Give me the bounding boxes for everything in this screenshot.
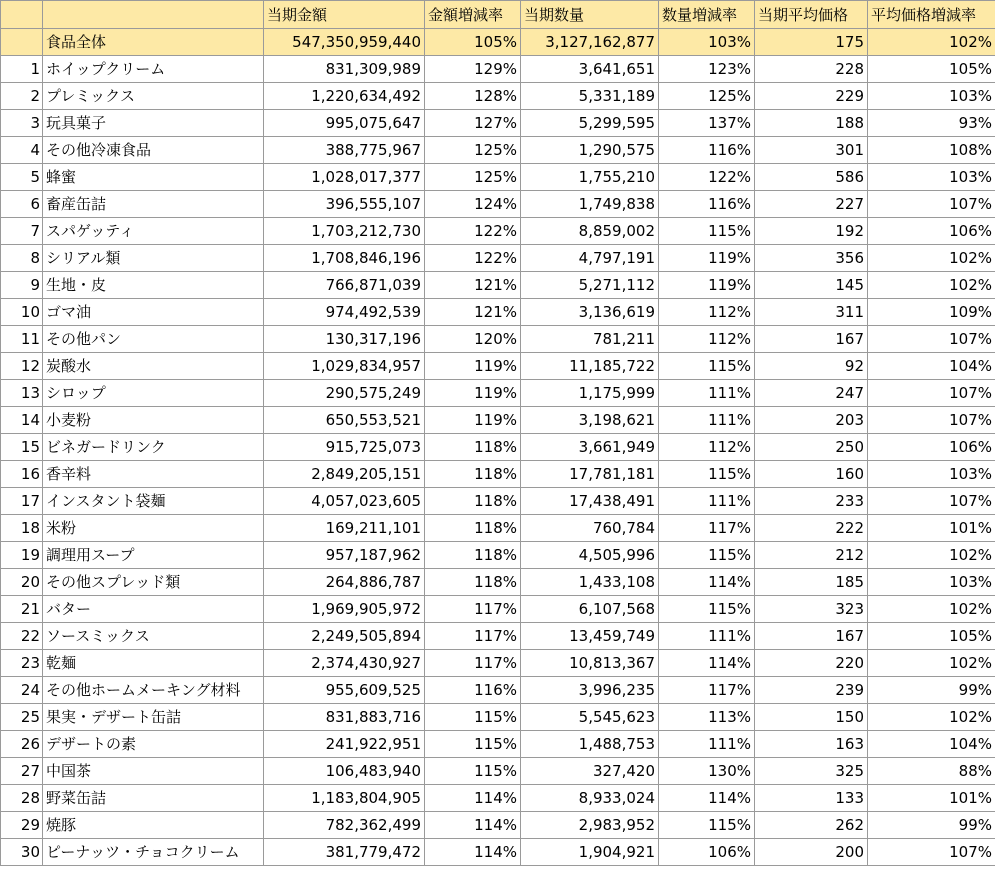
total-amount-rate: 105% [425,29,521,56]
amount-rate-cell: 119% [425,380,521,407]
item-name: 小麦粉 [43,407,264,434]
rank-cell: 8 [1,245,43,272]
qty-cell: 10,813,367 [521,650,659,677]
avg-price-cell: 323 [755,596,868,623]
rank-cell: 26 [1,731,43,758]
amount-rate-cell: 121% [425,299,521,326]
qty-rate-cell: 106% [659,839,755,866]
qty-cell: 17,781,181 [521,461,659,488]
amount-rate-cell: 118% [425,461,521,488]
qty-rate-cell: 115% [659,596,755,623]
avg-price-rate-cell: 107% [868,488,995,515]
amount-cell: 130,317,196 [264,326,425,353]
avg-price-rate-cell: 102% [868,245,995,272]
avg-price-cell: 167 [755,326,868,353]
rank-cell: 16 [1,461,43,488]
table-row [1,596,995,623]
item-name: 生地・皮 [43,272,264,299]
rank-cell: 12 [1,353,43,380]
qty-cell: 1,433,108 [521,569,659,596]
amount-rate-cell: 119% [425,407,521,434]
table-row [1,245,995,272]
rank-cell: 30 [1,839,43,866]
qty-cell: 1,755,210 [521,164,659,191]
item-name: 畜産缶詰 [43,191,264,218]
avg-price-cell: 247 [755,380,868,407]
qty-cell: 5,299,595 [521,110,659,137]
qty-rate-cell: 111% [659,731,755,758]
avg-price-cell: 262 [755,812,868,839]
avg-price-cell: 203 [755,407,868,434]
avg-price-cell: 227 [755,191,868,218]
table-row [1,650,995,677]
amount-rate-cell: 125% [425,137,521,164]
amount-cell: 1,028,017,377 [264,164,425,191]
amount-cell: 915,725,073 [264,434,425,461]
total-rank-cell [1,29,43,56]
rank-cell: 6 [1,191,43,218]
total-qty: 3,127,162,877 [521,29,659,56]
amount-cell: 1,708,846,196 [264,245,425,272]
header-qty-rate: 数量増減率 [659,1,755,29]
item-name: 蜂蜜 [43,164,264,191]
amount-cell: 1,220,634,492 [264,83,425,110]
amount-cell: 2,374,430,927 [264,650,425,677]
item-name: 米粉 [43,515,264,542]
rank-cell: 5 [1,164,43,191]
table-row [1,110,995,137]
qty-rate-cell: 123% [659,56,755,83]
amount-cell: 2,249,505,894 [264,623,425,650]
amount-rate-cell: 115% [425,704,521,731]
qty-rate-cell: 111% [659,407,755,434]
item-name: その他冷凍食品 [43,137,264,164]
qty-cell: 3,996,235 [521,677,659,704]
avg-price-rate-cell: 107% [868,839,995,866]
total-amount: 547,350,959,440 [264,29,425,56]
avg-price-rate-cell: 102% [868,650,995,677]
amount-cell: 995,075,647 [264,110,425,137]
item-name: インスタント袋麺 [43,488,264,515]
table-row [1,326,995,353]
qty-cell: 8,933,024 [521,785,659,812]
avg-price-cell: 92 [755,353,868,380]
amount-rate-cell: 118% [425,542,521,569]
table-row [1,704,995,731]
item-name: シロップ [43,380,264,407]
table-row [1,353,995,380]
item-name: 乾麺 [43,650,264,677]
header-row [1,1,995,29]
amount-cell: 955,609,525 [264,677,425,704]
rank-cell: 13 [1,380,43,407]
qty-rate-cell: 112% [659,434,755,461]
amount-rate-cell: 115% [425,758,521,785]
table-row [1,83,995,110]
avg-price-rate-cell: 108% [868,137,995,164]
table-row [1,434,995,461]
total-avg-price-rate: 102% [868,29,995,56]
avg-price-rate-cell: 107% [868,380,995,407]
rank-cell: 3 [1,110,43,137]
avg-price-rate-cell: 106% [868,434,995,461]
table-row [1,218,995,245]
avg-price-cell: 212 [755,542,868,569]
avg-price-cell: 228 [755,56,868,83]
avg-price-cell: 163 [755,731,868,758]
avg-price-rate-cell: 105% [868,56,995,83]
amount-cell: 782,362,499 [264,812,425,839]
qty-cell: 3,641,651 [521,56,659,83]
amount-rate-cell: 125% [425,164,521,191]
table-row [1,542,995,569]
avg-price-cell: 586 [755,164,868,191]
item-name: シリアル類 [43,245,264,272]
avg-price-rate-cell: 105% [868,623,995,650]
qty-cell: 4,505,996 [521,542,659,569]
avg-price-cell: 356 [755,245,868,272]
amount-cell: 381,779,472 [264,839,425,866]
table-row [1,785,995,812]
avg-price-rate-cell: 102% [868,272,995,299]
amount-rate-cell: 114% [425,839,521,866]
qty-rate-cell: 115% [659,812,755,839]
amount-rate-cell: 122% [425,218,521,245]
table-row [1,272,995,299]
qty-rate-cell: 130% [659,758,755,785]
rank-cell: 15 [1,434,43,461]
qty-rate-cell: 115% [659,542,755,569]
amount-cell: 388,775,967 [264,137,425,164]
rank-cell: 4 [1,137,43,164]
amount-cell: 1,183,804,905 [264,785,425,812]
amount-cell: 241,922,951 [264,731,425,758]
amount-cell: 106,483,940 [264,758,425,785]
item-name: 香辛料 [43,461,264,488]
avg-price-cell: 145 [755,272,868,299]
item-name: ビネガードリンク [43,434,264,461]
qty-cell: 5,331,189 [521,83,659,110]
header-avg-price: 当期平均価格 [755,1,868,29]
rank-cell: 24 [1,677,43,704]
qty-cell: 3,136,619 [521,299,659,326]
avg-price-cell: 220 [755,650,868,677]
qty-rate-cell: 115% [659,218,755,245]
rank-cell: 1 [1,56,43,83]
table-row [1,137,995,164]
item-name: ソースミックス [43,623,264,650]
amount-cell: 2,849,205,151 [264,461,425,488]
rank-cell: 9 [1,272,43,299]
rank-cell: 18 [1,515,43,542]
amount-cell: 1,969,905,972 [264,596,425,623]
rank-cell: 11 [1,326,43,353]
avg-price-cell: 250 [755,434,868,461]
avg-price-cell: 167 [755,623,868,650]
rank-cell: 10 [1,299,43,326]
table-row [1,812,995,839]
item-name: 中国茶 [43,758,264,785]
table-row [1,758,995,785]
amount-rate-cell: 117% [425,596,521,623]
item-name: ホイップクリーム [43,56,264,83]
qty-cell: 13,459,749 [521,623,659,650]
avg-price-rate-cell: 104% [868,353,995,380]
avg-price-cell: 325 [755,758,868,785]
qty-rate-cell: 111% [659,380,755,407]
avg-price-rate-cell: 101% [868,515,995,542]
avg-price-cell: 185 [755,569,868,596]
avg-price-cell: 301 [755,137,868,164]
qty-cell: 1,175,999 [521,380,659,407]
item-name: 調理用スープ [43,542,264,569]
item-name: その他パン [43,326,264,353]
amount-rate-cell: 114% [425,812,521,839]
total-name: 食品全体 [43,29,264,56]
qty-rate-cell: 112% [659,299,755,326]
avg-price-rate-cell: 107% [868,191,995,218]
avg-price-rate-cell: 107% [868,407,995,434]
qty-cell: 1,488,753 [521,731,659,758]
amount-rate-cell: 116% [425,677,521,704]
qty-rate-cell: 111% [659,623,755,650]
item-name: バター [43,596,264,623]
avg-price-cell: 222 [755,515,868,542]
item-name: 果実・デザート缶詰 [43,704,264,731]
avg-price-rate-cell: 102% [868,704,995,731]
item-name: その他スプレッド類 [43,569,264,596]
amount-rate-cell: 122% [425,245,521,272]
qty-cell: 3,198,621 [521,407,659,434]
amount-rate-cell: 119% [425,353,521,380]
amount-cell: 264,886,787 [264,569,425,596]
qty-cell: 4,797,191 [521,245,659,272]
qty-cell: 11,185,722 [521,353,659,380]
header-cell [1,1,43,29]
amount-rate-cell: 118% [425,434,521,461]
header-cell [43,1,264,29]
avg-price-rate-cell: 102% [868,596,995,623]
avg-price-rate-cell: 101% [868,785,995,812]
avg-price-rate-cell: 99% [868,677,995,704]
avg-price-cell: 239 [755,677,868,704]
avg-price-rate-cell: 103% [868,83,995,110]
rank-cell: 29 [1,812,43,839]
table-row [1,407,995,434]
amount-rate-cell: 120% [425,326,521,353]
avg-price-cell: 192 [755,218,868,245]
avg-price-cell: 160 [755,461,868,488]
header-avg-price-rate: 平均価格増減率 [868,1,995,29]
amount-rate-cell: 118% [425,515,521,542]
qty-rate-cell: 119% [659,272,755,299]
avg-price-rate-cell: 102% [868,542,995,569]
total-row [1,29,995,56]
qty-rate-cell: 125% [659,83,755,110]
amount-rate-cell: 129% [425,56,521,83]
rank-cell: 2 [1,83,43,110]
amount-rate-cell: 114% [425,785,521,812]
qty-rate-cell: 119% [659,245,755,272]
qty-cell: 5,545,623 [521,704,659,731]
qty-cell: 1,749,838 [521,191,659,218]
amount-cell: 831,883,716 [264,704,425,731]
qty-cell: 760,784 [521,515,659,542]
qty-rate-cell: 116% [659,191,755,218]
table-row [1,677,995,704]
avg-price-rate-cell: 103% [868,569,995,596]
item-name: 玩具菓子 [43,110,264,137]
qty-rate-cell: 137% [659,110,755,137]
table-row [1,731,995,758]
avg-price-cell: 233 [755,488,868,515]
table-row [1,380,995,407]
qty-cell: 1,290,575 [521,137,659,164]
item-name: 焼豚 [43,812,264,839]
rank-cell: 21 [1,596,43,623]
table-row [1,191,995,218]
avg-price-rate-cell: 93% [868,110,995,137]
amount-rate-cell: 117% [425,623,521,650]
qty-cell: 8,859,002 [521,218,659,245]
qty-cell: 6,107,568 [521,596,659,623]
amount-cell: 831,309,989 [264,56,425,83]
item-name: スパゲッティ [43,218,264,245]
qty-rate-cell: 117% [659,677,755,704]
header-amount: 当期金額 [264,1,425,29]
qty-rate-cell: 111% [659,488,755,515]
table-row [1,515,995,542]
rank-cell: 17 [1,488,43,515]
item-name: 野菜缶詰 [43,785,264,812]
table-row [1,299,995,326]
avg-price-rate-cell: 103% [868,164,995,191]
amount-rate-cell: 118% [425,488,521,515]
qty-rate-cell: 116% [659,137,755,164]
amount-rate-cell: 115% [425,731,521,758]
amount-cell: 1,703,212,730 [264,218,425,245]
amount-cell: 169,211,101 [264,515,425,542]
rank-cell: 19 [1,542,43,569]
amount-rate-cell: 121% [425,272,521,299]
qty-cell: 3,661,949 [521,434,659,461]
table-row [1,623,995,650]
avg-price-rate-cell: 104% [868,731,995,758]
avg-price-cell: 229 [755,83,868,110]
item-name: その他ホームメーキング材料 [43,677,264,704]
item-name: ゴマ油 [43,299,264,326]
rank-cell: 22 [1,623,43,650]
amount-rate-cell: 128% [425,83,521,110]
avg-price-rate-cell: 103% [868,461,995,488]
rank-cell: 7 [1,218,43,245]
rank-cell: 25 [1,704,43,731]
table-row [1,56,995,83]
avg-price-cell: 133 [755,785,868,812]
qty-cell: 327,420 [521,758,659,785]
qty-cell: 17,438,491 [521,488,659,515]
amount-rate-cell: 118% [425,569,521,596]
amount-cell: 974,492,539 [264,299,425,326]
amount-cell: 650,553,521 [264,407,425,434]
amount-cell: 4,057,023,605 [264,488,425,515]
avg-price-rate-cell: 109% [868,299,995,326]
avg-price-cell: 188 [755,110,868,137]
amount-rate-cell: 117% [425,650,521,677]
amount-rate-cell: 127% [425,110,521,137]
qty-cell: 781,211 [521,326,659,353]
qty-rate-cell: 114% [659,785,755,812]
table-row [1,164,995,191]
avg-price-rate-cell: 107% [868,326,995,353]
avg-price-rate-cell: 106% [868,218,995,245]
qty-rate-cell: 115% [659,353,755,380]
qty-cell: 1,904,921 [521,839,659,866]
item-name: ピーナッツ・チョコクリーム [43,839,264,866]
rank-cell: 20 [1,569,43,596]
qty-rate-cell: 114% [659,569,755,596]
avg-price-rate-cell: 88% [868,758,995,785]
amount-cell: 290,575,249 [264,380,425,407]
rank-cell: 23 [1,650,43,677]
qty-rate-cell: 114% [659,650,755,677]
qty-cell: 2,983,952 [521,812,659,839]
rank-cell: 28 [1,785,43,812]
rank-cell: 14 [1,407,43,434]
rank-cell: 27 [1,758,43,785]
table-row [1,488,995,515]
amount-cell: 396,555,107 [264,191,425,218]
amount-cell: 957,187,962 [264,542,425,569]
qty-rate-cell: 122% [659,164,755,191]
qty-rate-cell: 117% [659,515,755,542]
qty-rate-cell: 113% [659,704,755,731]
amount-rate-cell: 124% [425,191,521,218]
table-row [1,569,995,596]
amount-cell: 766,871,039 [264,272,425,299]
amount-cell: 1,029,834,957 [264,353,425,380]
table-row [1,839,995,866]
avg-price-cell: 200 [755,839,868,866]
qty-rate-cell: 112% [659,326,755,353]
avg-price-rate-cell: 99% [868,812,995,839]
total-qty-rate: 103% [659,29,755,56]
item-name: プレミックス [43,83,264,110]
avg-price-cell: 150 [755,704,868,731]
qty-rate-cell: 115% [659,461,755,488]
header-amount-rate: 金額増減率 [425,1,521,29]
header-qty: 当期数量 [521,1,659,29]
item-name: デザートの素 [43,731,264,758]
total-avg-price: 175 [755,29,868,56]
avg-price-cell: 311 [755,299,868,326]
table-row [1,461,995,488]
qty-cell: 5,271,112 [521,272,659,299]
item-name: 炭酸水 [43,353,264,380]
